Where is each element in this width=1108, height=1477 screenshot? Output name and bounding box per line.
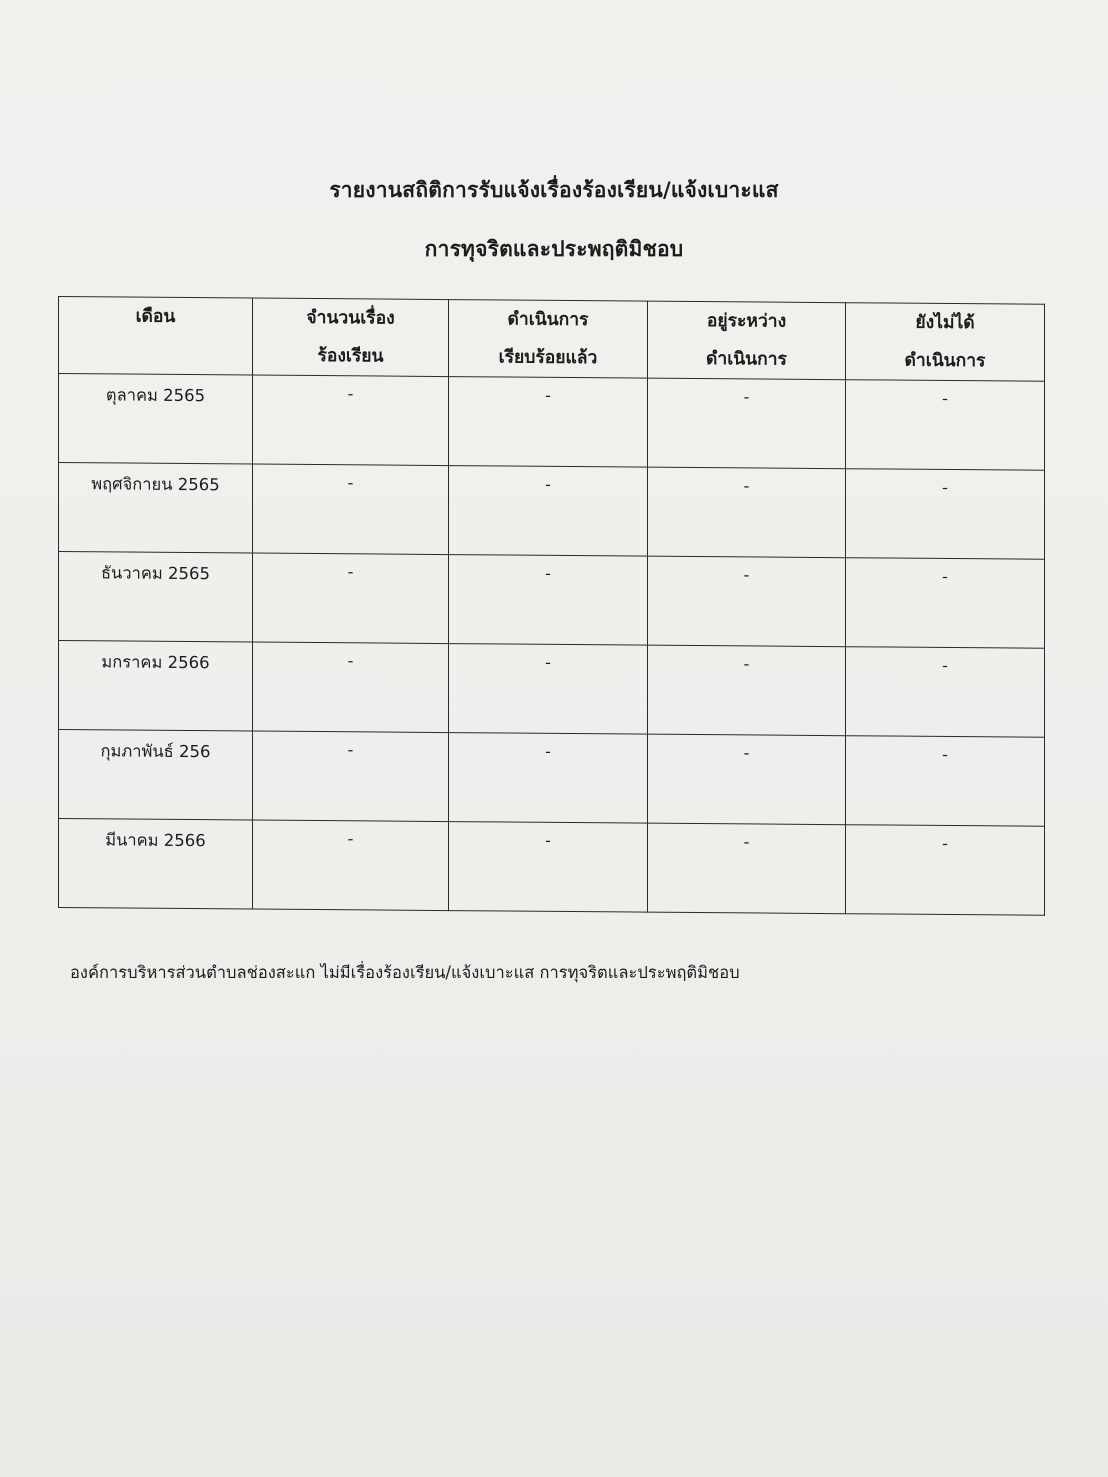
cell-not-started: -	[846, 469, 1045, 560]
header-month-label: เดือน	[135, 306, 176, 327]
table-row	[59, 641, 1045, 738]
table-row	[59, 552, 1045, 649]
table-row	[59, 819, 1045, 916]
cell-complaint-count: -	[253, 553, 449, 644]
cell-in-progress: -	[648, 378, 846, 469]
cell-in-progress: -	[648, 734, 846, 825]
header-completed	[449, 300, 648, 379]
header-month	[59, 297, 253, 376]
cell-complaint-count: -	[253, 731, 449, 822]
table-row	[59, 463, 1045, 560]
header-in-progress	[648, 301, 846, 380]
cell-not-started: -	[846, 558, 1045, 649]
cell-in-progress: -	[648, 823, 846, 914]
cell-not-started: -	[846, 736, 1045, 827]
header-line-1: อยู่ระหว่าง	[706, 311, 787, 332]
cell-in-progress: -	[648, 556, 846, 647]
report-title-line-1: รายงานสถิติการรับแจ้งเรื่องร้องเรียน/แจ้งเบาะแส	[329, 178, 779, 202]
summary-note: องค์การบริหารส่วนตำบลช่องสะแก ไม่มีเรื่องร้องเรียน/แจ้งเบาะแส การทุจริตและประพฤติมิชอบ	[70, 963, 740, 982]
cell-month: มีนาคม 2566	[59, 819, 253, 910]
cell-in-progress: -	[648, 645, 846, 736]
cell-completed: -	[449, 555, 648, 646]
header-line-2: เรียบร้อยแล้ว	[498, 347, 598, 369]
cell-not-started: -	[846, 825, 1045, 916]
table-row	[59, 374, 1045, 471]
header-complaint-count	[253, 298, 449, 377]
header-line-1: ดำเนินการ	[507, 309, 589, 331]
cell-completed: -	[449, 733, 648, 824]
cell-complaint-count: -	[253, 642, 449, 733]
complaint-statistics-table	[58, 296, 1045, 916]
cell-month: ธันวาคม 2565	[59, 552, 253, 643]
cell-month: กุมภาพันธ์ 256	[59, 730, 253, 821]
cell-month: มกราคม 2566	[59, 641, 253, 732]
header-line-1: ยังไม่ได้	[915, 312, 975, 334]
cell-complaint-count: -	[253, 820, 449, 911]
header-not-started	[846, 303, 1045, 382]
header-line-2: ดำเนินการ	[706, 349, 787, 370]
header-line-2: ดำเนินการ	[904, 350, 986, 372]
table-header-row	[59, 297, 1045, 382]
table-row	[59, 730, 1045, 827]
header-line-1: จำนวนเรื่อง	[306, 307, 395, 329]
cell-complaint-count: -	[253, 375, 449, 466]
header-line-2: ร้องเรียน	[317, 346, 384, 367]
cell-completed: -	[449, 377, 648, 468]
cell-not-started: -	[846, 380, 1045, 471]
cell-completed: -	[449, 822, 648, 913]
cell-not-started: -	[846, 647, 1045, 738]
cell-completed: -	[449, 466, 648, 557]
report-title-line-2: การทุจริตและประพฤติมิชอบ	[424, 237, 684, 261]
cell-month: พฤศจิกายน 2565	[59, 463, 253, 554]
cell-in-progress: -	[648, 467, 846, 558]
cell-completed: -	[449, 644, 648, 735]
cell-month: ตุลาคม 2565	[59, 374, 253, 465]
cell-complaint-count: -	[253, 464, 449, 555]
